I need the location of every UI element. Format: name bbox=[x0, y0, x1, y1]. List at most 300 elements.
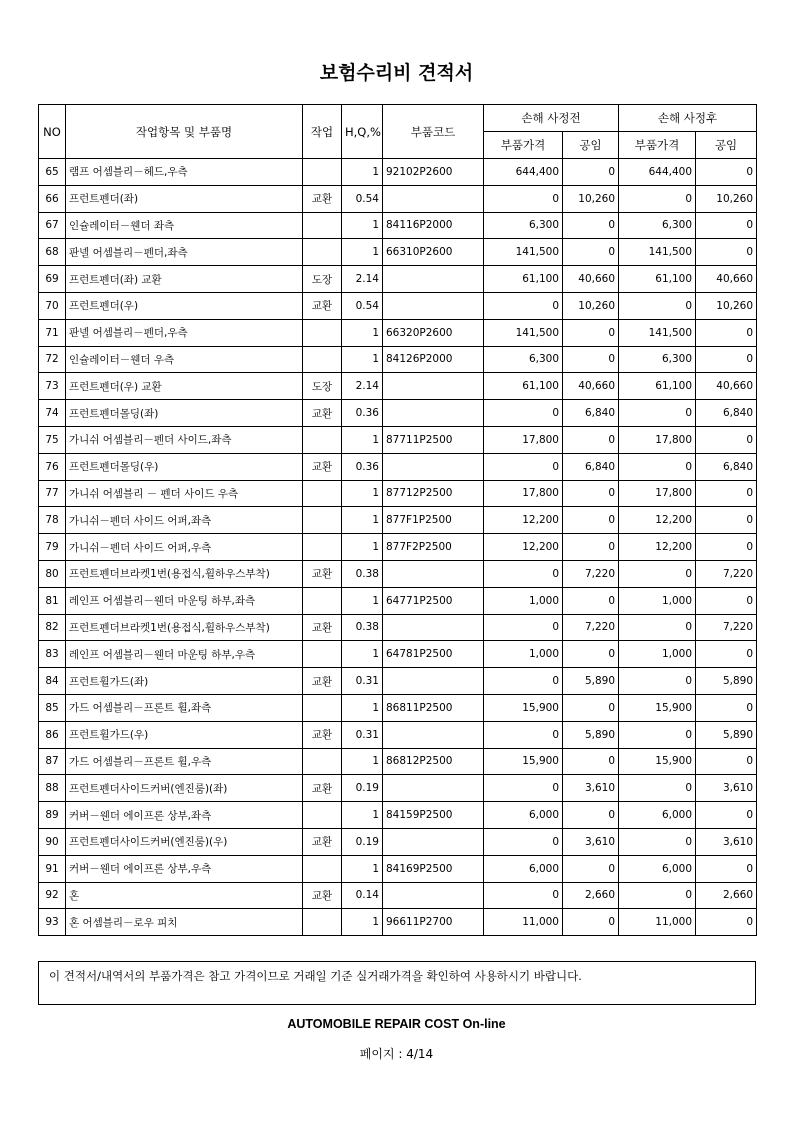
row-no: 80 bbox=[39, 560, 66, 587]
row-part-code: 87711P2500 bbox=[383, 426, 484, 453]
table-row bbox=[39, 694, 757, 721]
row-work-type bbox=[303, 587, 342, 614]
row-after-part-price: 0 bbox=[619, 668, 696, 695]
row-work-type: 교환 bbox=[303, 453, 342, 480]
row-after-labor: 0 bbox=[696, 748, 757, 775]
row-after-part-price: 0 bbox=[619, 185, 696, 212]
row-before-part-price: 17,800 bbox=[484, 426, 563, 453]
row-part-code: 877F2P2500 bbox=[383, 534, 484, 561]
row-after-labor: 0 bbox=[696, 480, 757, 507]
row-after-labor: 0 bbox=[696, 694, 757, 721]
row-before-labor: 0 bbox=[563, 426, 619, 453]
row-item-name: 프런트펜더브라켓1번(용접식,휠하우스부착) bbox=[66, 614, 303, 641]
row-before-labor: 6,840 bbox=[563, 453, 619, 480]
row-after-part-price: 0 bbox=[619, 292, 696, 319]
table-row bbox=[39, 748, 757, 775]
row-no: 70 bbox=[39, 292, 66, 319]
row-no: 86 bbox=[39, 721, 66, 748]
row-item-name: 프런트펜더사이드커버(엔진룸)(좌) bbox=[66, 775, 303, 802]
row-after-part-price: 0 bbox=[619, 400, 696, 427]
row-no: 90 bbox=[39, 828, 66, 855]
row-before-part-price: 61,100 bbox=[484, 266, 563, 293]
row-part-code bbox=[383, 775, 484, 802]
table-row bbox=[39, 292, 757, 319]
row-before-part-price: 0 bbox=[484, 560, 563, 587]
row-after-labor: 0 bbox=[696, 909, 757, 936]
table-row bbox=[39, 319, 757, 346]
header-hq: H,Q,% bbox=[342, 105, 383, 159]
row-after-labor: 10,260 bbox=[696, 292, 757, 319]
row-item-name: 프런트펜더몰딩(우) bbox=[66, 453, 303, 480]
row-work-type: 교환 bbox=[303, 668, 342, 695]
row-before-labor: 0 bbox=[563, 909, 619, 936]
table-row bbox=[39, 266, 757, 293]
row-after-labor: 0 bbox=[696, 507, 757, 534]
row-hq: 0.54 bbox=[342, 185, 383, 212]
row-after-labor: 7,220 bbox=[696, 560, 757, 587]
row-part-code: 87712P2500 bbox=[383, 480, 484, 507]
row-work-type bbox=[303, 748, 342, 775]
row-no: 71 bbox=[39, 319, 66, 346]
row-no: 89 bbox=[39, 802, 66, 829]
row-after-part-price: 6,000 bbox=[619, 855, 696, 882]
table-row bbox=[39, 453, 757, 480]
row-before-part-price: 1,000 bbox=[484, 641, 563, 668]
row-part-code: 84126P2000 bbox=[383, 346, 484, 373]
row-after-part-price: 17,800 bbox=[619, 426, 696, 453]
row-item-name: 레인프 어셈블리－웬더 마운팅 하부,우측 bbox=[66, 641, 303, 668]
table-row bbox=[39, 641, 757, 668]
header-no: NO bbox=[39, 105, 66, 159]
row-hq: 1 bbox=[342, 909, 383, 936]
row-before-part-price: 1,000 bbox=[484, 587, 563, 614]
row-after-labor: 6,840 bbox=[696, 400, 757, 427]
row-work-type bbox=[303, 641, 342, 668]
row-before-labor: 0 bbox=[563, 480, 619, 507]
row-work-type bbox=[303, 480, 342, 507]
document-title: 보험수리비 견적서 bbox=[319, 62, 474, 84]
row-before-part-price: 0 bbox=[484, 400, 563, 427]
row-before-part-price: 6,300 bbox=[484, 212, 563, 239]
table-row bbox=[39, 882, 757, 909]
row-hq: 0.38 bbox=[342, 614, 383, 641]
row-before-labor: 7,220 bbox=[563, 560, 619, 587]
row-before-labor: 5,890 bbox=[563, 721, 619, 748]
row-after-labor: 0 bbox=[696, 159, 757, 186]
header-after-labor: 공임 bbox=[696, 132, 757, 159]
row-before-part-price: 0 bbox=[484, 828, 563, 855]
row-part-code bbox=[383, 185, 484, 212]
row-before-labor: 0 bbox=[563, 212, 619, 239]
row-part-code bbox=[383, 721, 484, 748]
row-work-type bbox=[303, 239, 342, 266]
row-before-part-price: 0 bbox=[484, 614, 563, 641]
row-item-name: 프런트펜더사이드커버(엔진룸)(우) bbox=[66, 828, 303, 855]
row-after-part-price: 17,800 bbox=[619, 480, 696, 507]
row-no: 83 bbox=[39, 641, 66, 668]
row-no: 82 bbox=[39, 614, 66, 641]
row-part-code bbox=[383, 373, 484, 400]
row-before-labor: 5,890 bbox=[563, 668, 619, 695]
table-row bbox=[39, 721, 757, 748]
row-item-name: 프런트휠가드(좌) bbox=[66, 668, 303, 695]
row-after-part-price: 15,900 bbox=[619, 694, 696, 721]
row-before-labor: 0 bbox=[563, 507, 619, 534]
table-row bbox=[39, 855, 757, 882]
row-before-part-price: 6,300 bbox=[484, 346, 563, 373]
row-item-name: 커버－웬더 에이프론 상부,좌측 bbox=[66, 802, 303, 829]
row-after-part-price: 61,100 bbox=[619, 373, 696, 400]
table-row bbox=[39, 909, 757, 936]
row-after-part-price: 11,000 bbox=[619, 909, 696, 936]
row-work-type: 교환 bbox=[303, 292, 342, 319]
row-after-part-price: 12,200 bbox=[619, 507, 696, 534]
row-hq: 1 bbox=[342, 587, 383, 614]
row-after-part-price: 0 bbox=[619, 775, 696, 802]
row-before-part-price: 644,400 bbox=[484, 159, 563, 186]
row-no: 92 bbox=[39, 882, 66, 909]
row-hq: 1 bbox=[342, 855, 383, 882]
row-part-code: 86812P2500 bbox=[383, 748, 484, 775]
header-part-code: 부품코드 bbox=[383, 105, 484, 159]
table-row bbox=[39, 346, 757, 373]
row-part-code bbox=[383, 560, 484, 587]
row-hq: 1 bbox=[342, 641, 383, 668]
row-no: 67 bbox=[39, 212, 66, 239]
row-hq: 0.36 bbox=[342, 453, 383, 480]
row-before-part-price: 0 bbox=[484, 185, 563, 212]
row-work-type bbox=[303, 855, 342, 882]
header-before-assessment: 손해 사정전 bbox=[484, 105, 619, 132]
row-item-name: 프런트펜더몰딩(좌) bbox=[66, 400, 303, 427]
row-work-type bbox=[303, 319, 342, 346]
row-item-name: 가니쉬 어셈블리－펜더 사이드,좌측 bbox=[66, 426, 303, 453]
table-row bbox=[39, 373, 757, 400]
row-before-labor: 0 bbox=[563, 802, 619, 829]
row-before-labor: 40,660 bbox=[563, 266, 619, 293]
row-after-labor: 0 bbox=[696, 212, 757, 239]
row-item-name: 가니쉬－펜더 사이드 어퍼,좌측 bbox=[66, 507, 303, 534]
row-after-part-price: 0 bbox=[619, 453, 696, 480]
row-hq: 1 bbox=[342, 239, 383, 266]
row-after-part-price: 0 bbox=[619, 828, 696, 855]
row-item-name: 가드 어셈블리－프론트 휠,우측 bbox=[66, 748, 303, 775]
row-item-name: 혼 bbox=[66, 882, 303, 909]
row-item-name: 판넬 어셈블리－펜더,좌측 bbox=[66, 239, 303, 266]
row-item-name: 레인프 어셈블리－웬더 마운팅 하부,좌측 bbox=[66, 587, 303, 614]
row-part-code: 96611P2700 bbox=[383, 909, 484, 936]
row-before-part-price: 0 bbox=[484, 721, 563, 748]
row-work-type bbox=[303, 346, 342, 373]
row-after-part-price: 1,000 bbox=[619, 587, 696, 614]
row-before-labor: 0 bbox=[563, 641, 619, 668]
footer-brand: AUTOMOBILE REPAIR COST On-line bbox=[287, 1017, 506, 1031]
row-item-name: 인슐레이터－웬더 좌측 bbox=[66, 212, 303, 239]
row-part-code bbox=[383, 453, 484, 480]
row-after-labor: 0 bbox=[696, 346, 757, 373]
row-before-labor: 0 bbox=[563, 319, 619, 346]
row-before-part-price: 6,000 bbox=[484, 802, 563, 829]
row-item-name: 혼 어셈블리－로우 피치 bbox=[66, 909, 303, 936]
row-part-code: 92102P2600 bbox=[383, 159, 484, 186]
row-before-part-price: 15,900 bbox=[484, 694, 563, 721]
row-after-labor: 40,660 bbox=[696, 266, 757, 293]
row-after-part-price: 0 bbox=[619, 560, 696, 587]
row-hq: 1 bbox=[342, 534, 383, 561]
row-item-name: 프런트펜더(좌) bbox=[66, 185, 303, 212]
row-work-type bbox=[303, 694, 342, 721]
row-after-part-price: 6,300 bbox=[619, 346, 696, 373]
row-hq: 1 bbox=[342, 694, 383, 721]
row-no: 87 bbox=[39, 748, 66, 775]
row-after-labor: 0 bbox=[696, 319, 757, 346]
row-part-code bbox=[383, 828, 484, 855]
row-after-labor: 0 bbox=[696, 426, 757, 453]
row-hq: 1 bbox=[342, 159, 383, 186]
row-work-type: 교환 bbox=[303, 400, 342, 427]
row-before-labor: 0 bbox=[563, 587, 619, 614]
row-after-labor: 3,610 bbox=[696, 775, 757, 802]
row-hq: 1 bbox=[342, 748, 383, 775]
row-hq: 0.31 bbox=[342, 668, 383, 695]
row-hq: 1 bbox=[342, 480, 383, 507]
row-after-part-price: 141,500 bbox=[619, 239, 696, 266]
row-after-labor: 0 bbox=[696, 587, 757, 614]
row-after-labor: 5,890 bbox=[696, 721, 757, 748]
row-no: 73 bbox=[39, 373, 66, 400]
row-before-labor: 3,610 bbox=[563, 828, 619, 855]
row-before-labor: 3,610 bbox=[563, 775, 619, 802]
row-after-labor: 2,660 bbox=[696, 882, 757, 909]
row-after-part-price: 141,500 bbox=[619, 319, 696, 346]
row-before-part-price: 61,100 bbox=[484, 373, 563, 400]
row-work-type: 교환 bbox=[303, 882, 342, 909]
table-row bbox=[39, 614, 757, 641]
table-row bbox=[39, 828, 757, 855]
row-no: 79 bbox=[39, 534, 66, 561]
row-after-labor: 10,260 bbox=[696, 185, 757, 212]
row-after-part-price: 644,400 bbox=[619, 159, 696, 186]
row-part-code bbox=[383, 668, 484, 695]
row-hq: 1 bbox=[342, 426, 383, 453]
row-no: 85 bbox=[39, 694, 66, 721]
table-row bbox=[39, 400, 757, 427]
row-before-labor: 0 bbox=[563, 694, 619, 721]
row-no: 75 bbox=[39, 426, 66, 453]
header-item: 작업항목 및 부품명 bbox=[66, 105, 303, 159]
table-row bbox=[39, 185, 757, 212]
row-after-part-price: 12,200 bbox=[619, 534, 696, 561]
row-work-type bbox=[303, 426, 342, 453]
row-after-labor: 0 bbox=[696, 534, 757, 561]
row-work-type: 교환 bbox=[303, 775, 342, 802]
row-part-code: 64781P2500 bbox=[383, 641, 484, 668]
row-item-name: 프런트펜더브라켓1번(용접식,휠하우스부착) bbox=[66, 560, 303, 587]
row-after-labor: 0 bbox=[696, 239, 757, 266]
row-before-labor: 7,220 bbox=[563, 614, 619, 641]
row-hq: 0.38 bbox=[342, 560, 383, 587]
row-no: 74 bbox=[39, 400, 66, 427]
page-number: 페이지 : 4/14 bbox=[359, 1047, 434, 1061]
row-part-code: 84159P2500 bbox=[383, 802, 484, 829]
row-no: 81 bbox=[39, 587, 66, 614]
row-hq: 1 bbox=[342, 212, 383, 239]
table-row bbox=[39, 534, 757, 561]
row-work-type: 도장 bbox=[303, 266, 342, 293]
row-before-labor: 40,660 bbox=[563, 373, 619, 400]
row-part-code: 84169P2500 bbox=[383, 855, 484, 882]
row-no: 91 bbox=[39, 855, 66, 882]
row-work-type: 교환 bbox=[303, 721, 342, 748]
row-after-part-price: 15,900 bbox=[619, 748, 696, 775]
header-after-part-price: 부품가격 bbox=[619, 132, 696, 159]
row-no: 84 bbox=[39, 668, 66, 695]
row-item-name: 인슐레이터－웬더 우측 bbox=[66, 346, 303, 373]
row-before-labor: 0 bbox=[563, 159, 619, 186]
row-hq: 1 bbox=[342, 346, 383, 373]
row-item-name: 프런트펜더(우) 교환 bbox=[66, 373, 303, 400]
row-part-code bbox=[383, 882, 484, 909]
row-work-type: 교환 bbox=[303, 614, 342, 641]
table-row bbox=[39, 507, 757, 534]
row-hq: 0.14 bbox=[342, 882, 383, 909]
row-hq: 0.19 bbox=[342, 775, 383, 802]
row-hq: 1 bbox=[342, 507, 383, 534]
row-after-part-price: 61,100 bbox=[619, 266, 696, 293]
row-before-labor: 0 bbox=[563, 239, 619, 266]
row-work-type: 도장 bbox=[303, 373, 342, 400]
table-row bbox=[39, 426, 757, 453]
row-part-code: 84116P2000 bbox=[383, 212, 484, 239]
row-part-code bbox=[383, 400, 484, 427]
row-work-type bbox=[303, 159, 342, 186]
row-item-name: 가니쉬 어셈블리 － 펜더 사이드 우측 bbox=[66, 480, 303, 507]
table-row bbox=[39, 560, 757, 587]
table-row bbox=[39, 802, 757, 829]
row-work-type bbox=[303, 909, 342, 936]
header-before-labor: 공임 bbox=[563, 132, 619, 159]
row-after-labor: 5,890 bbox=[696, 668, 757, 695]
row-before-part-price: 0 bbox=[484, 292, 563, 319]
header-after-assessment: 손해 사정후 bbox=[619, 105, 757, 132]
row-before-part-price: 12,200 bbox=[484, 534, 563, 561]
row-no: 76 bbox=[39, 453, 66, 480]
row-no: 88 bbox=[39, 775, 66, 802]
row-no: 68 bbox=[39, 239, 66, 266]
row-before-labor: 10,260 bbox=[563, 185, 619, 212]
row-work-type: 교환 bbox=[303, 828, 342, 855]
row-work-type bbox=[303, 507, 342, 534]
table-row bbox=[39, 480, 757, 507]
row-after-part-price: 0 bbox=[619, 614, 696, 641]
row-item-name: 가니쉬－펜더 사이드 어퍼,우측 bbox=[66, 534, 303, 561]
price-notice: 이 견적서/내역서의 부품가격은 참고 가격이므로 거래일 기준 실거래가격을 확인하여 사용하시기 바랍니다. bbox=[38, 961, 756, 1005]
row-hq: 0.54 bbox=[342, 292, 383, 319]
row-before-part-price: 141,500 bbox=[484, 319, 563, 346]
row-no: 69 bbox=[39, 266, 66, 293]
row-before-part-price: 15,900 bbox=[484, 748, 563, 775]
row-hq: 0.31 bbox=[342, 721, 383, 748]
row-no: 77 bbox=[39, 480, 66, 507]
row-part-code: 64771P2500 bbox=[383, 587, 484, 614]
row-work-type bbox=[303, 212, 342, 239]
row-part-code: 877F1P2500 bbox=[383, 507, 484, 534]
row-after-labor: 40,660 bbox=[696, 373, 757, 400]
row-after-labor: 6,840 bbox=[696, 453, 757, 480]
row-before-labor: 10,260 bbox=[563, 292, 619, 319]
row-hq: 2.14 bbox=[342, 266, 383, 293]
estimate-table bbox=[38, 104, 757, 936]
row-before-part-price: 12,200 bbox=[484, 507, 563, 534]
row-hq: 1 bbox=[342, 802, 383, 829]
row-no: 93 bbox=[39, 909, 66, 936]
table-row bbox=[39, 239, 757, 266]
row-before-part-price: 0 bbox=[484, 668, 563, 695]
row-part-code bbox=[383, 614, 484, 641]
row-before-part-price: 17,800 bbox=[484, 480, 563, 507]
row-after-labor: 0 bbox=[696, 641, 757, 668]
table-row bbox=[39, 775, 757, 802]
row-after-labor: 7,220 bbox=[696, 614, 757, 641]
row-before-labor: 0 bbox=[563, 748, 619, 775]
row-before-part-price: 141,500 bbox=[484, 239, 563, 266]
row-no: 65 bbox=[39, 159, 66, 186]
row-work-type bbox=[303, 802, 342, 829]
row-item-name: 프런트펜더(우) bbox=[66, 292, 303, 319]
table-row bbox=[39, 212, 757, 239]
row-before-labor: 0 bbox=[563, 855, 619, 882]
row-item-name: 가드 어셈블리－프론트 휠,좌측 bbox=[66, 694, 303, 721]
header-before-part-price: 부품가격 bbox=[484, 132, 563, 159]
row-before-labor: 6,840 bbox=[563, 400, 619, 427]
row-part-code bbox=[383, 266, 484, 293]
row-before-part-price: 0 bbox=[484, 882, 563, 909]
row-after-part-price: 0 bbox=[619, 721, 696, 748]
row-after-part-price: 6,000 bbox=[619, 802, 696, 829]
row-part-code: 66310P2600 bbox=[383, 239, 484, 266]
row-after-part-price: 0 bbox=[619, 882, 696, 909]
row-item-name: 램프 어셈블리－헤드,우측 bbox=[66, 159, 303, 186]
row-after-labor: 0 bbox=[696, 855, 757, 882]
row-before-part-price: 11,000 bbox=[484, 909, 563, 936]
row-hq: 1 bbox=[342, 319, 383, 346]
row-part-code bbox=[383, 292, 484, 319]
row-item-name: 커버－웬더 에이프론 상부,우측 bbox=[66, 855, 303, 882]
row-hq: 2.14 bbox=[342, 373, 383, 400]
row-item-name: 판넬 어셈블리－펜더,우측 bbox=[66, 319, 303, 346]
row-work-type: 교환 bbox=[303, 185, 342, 212]
row-no: 72 bbox=[39, 346, 66, 373]
header-work: 작업 bbox=[303, 105, 342, 159]
row-no: 78 bbox=[39, 507, 66, 534]
row-work-type bbox=[303, 534, 342, 561]
row-before-labor: 2,660 bbox=[563, 882, 619, 909]
row-work-type: 교환 bbox=[303, 560, 342, 587]
row-before-part-price: 6,000 bbox=[484, 855, 563, 882]
row-part-code: 86811P2500 bbox=[383, 694, 484, 721]
row-part-code: 66320P2600 bbox=[383, 319, 484, 346]
row-after-part-price: 6,300 bbox=[619, 212, 696, 239]
row-item-name: 프런트펜더(좌) 교환 bbox=[66, 266, 303, 293]
row-hq: 0.19 bbox=[342, 828, 383, 855]
row-after-labor: 0 bbox=[696, 802, 757, 829]
table-row bbox=[39, 668, 757, 695]
row-before-part-price: 0 bbox=[484, 775, 563, 802]
row-after-labor: 3,610 bbox=[696, 828, 757, 855]
table-row bbox=[39, 587, 757, 614]
row-after-part-price: 1,000 bbox=[619, 641, 696, 668]
row-hq: 0.36 bbox=[342, 400, 383, 427]
